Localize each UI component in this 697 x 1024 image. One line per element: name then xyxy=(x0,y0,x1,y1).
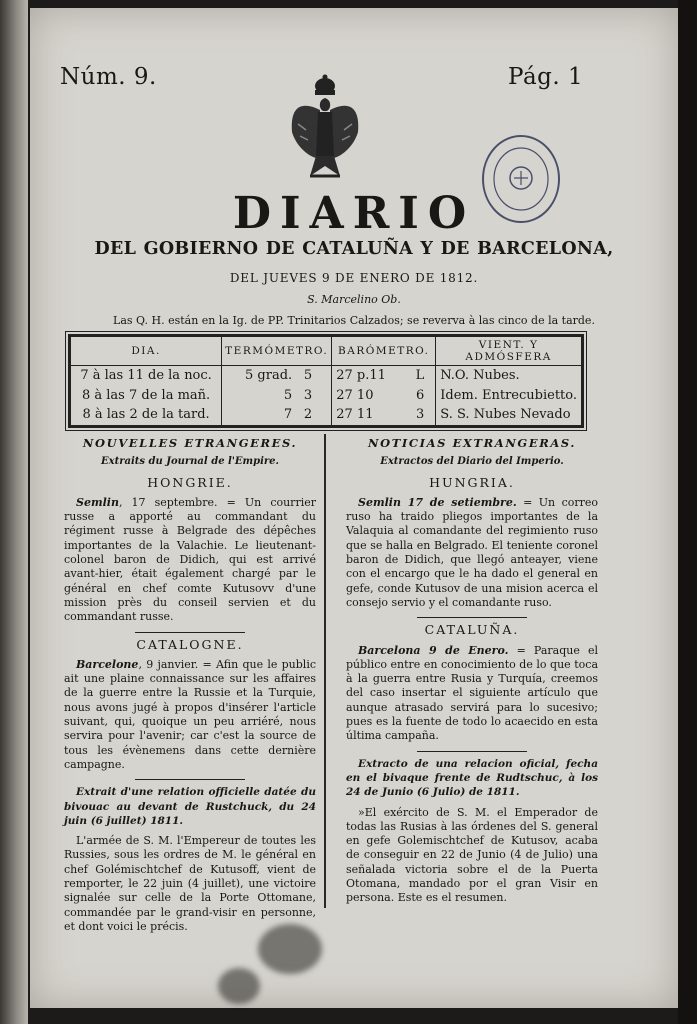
article-paragraph: »El exército de S. M. el Emperador de todas las Rusias à las órdenes del S. general en gefe Golemischtchef de Kutusov, acaba de conseguir en 22 de Junio (4 de Julio) una señalada victoria sobre el de la Puerta Otomana, mandado por el gran Visir en persona. Este es el resumen. xyxy=(346,805,598,905)
baro-value: 27 10 xyxy=(336,387,374,403)
column-heading: NOUVELLES ETRANGERES. xyxy=(82,436,298,450)
row-wind: N.O. Nubes. xyxy=(440,367,520,383)
table-row xyxy=(71,366,581,386)
baro-fraction: 3 xyxy=(415,407,425,423)
saint-of-day: S. Marcelino Ob. xyxy=(307,293,401,306)
paragraph-text: = Paraque el público entre en conocimiento de lo que toca à la guerra entre Rusia y Turquía, creemos del caso insertar el siguiente artículo que aunque atrasado servirá para lo sucesivo; pues es la fuente de todo lo acaecido en esta última campaña. xyxy=(346,643,598,743)
section-rule xyxy=(417,617,527,618)
row-day: 7 à las 11 de la noc. xyxy=(71,366,222,386)
header-thermometer: TERMÓMETRO. xyxy=(222,337,332,366)
newspaper-page xyxy=(30,8,678,1008)
extract-caption: Extrait d'une relation officielle datée du bivouac au devant de Rustchuck, du 24 juin (6 juillet) 1811. xyxy=(64,786,316,827)
issue-date: DEL JUEVES 9 DE ENERO DE 1812. xyxy=(229,271,479,285)
therm-value: 5 xyxy=(283,387,293,403)
section-rule xyxy=(417,751,527,752)
column-divider xyxy=(324,434,326,908)
section-heading: CATALOGNE. xyxy=(136,636,244,652)
therm-value: 5 grad. xyxy=(245,367,293,383)
ink-stain xyxy=(218,968,260,1004)
header-day: DIA. xyxy=(71,337,222,366)
article-paragraph xyxy=(346,644,598,744)
section-heading: HONGRIE. xyxy=(147,474,233,490)
newspaper-title: DIARIO xyxy=(232,188,476,239)
header-barometer: BARÓMETRO. xyxy=(332,337,436,366)
paragraph-text: , 9 janvier. = Afin que le public ait une plaine connaissance sur les affaires de la guerre entre la Russie et la Turquie, nous avons jugé à propos d'insérer l'article suivant, qui, quoique un peu arriéré, nous servira pour l'avenir; car c'est la source de tous les évènemens dans cette dernière campagne. xyxy=(64,657,316,771)
section-heading: HUNGRIA. xyxy=(429,474,515,490)
dateline: Semlin xyxy=(76,495,119,509)
extract-caption: Extracto de una relacion oficial, fecha en el bivaque frente de Rudtschuc, à los 24 de Junio (6 Julio) de 1811. xyxy=(346,757,598,799)
article-paragraph: L'armée de S. M. l'Empereur de toutes les Russies, sous les ordres de M. le général en chef Golémischtchef de Kutusoff, vient de remporter, le 22 juin (4 juillet), une victoire signalée sur celle de la Porte Ottomane, commandée par le grand-visir en personne, et dont voici le précis. xyxy=(64,834,316,933)
therm-fraction: 2 xyxy=(303,407,313,423)
baro-fraction: 6 xyxy=(415,387,425,403)
table-row xyxy=(71,405,581,425)
article-paragraph xyxy=(64,496,316,625)
section-heading: CATALUÑA. xyxy=(424,622,520,638)
section-rule xyxy=(135,632,245,633)
row-day: 8 à las 2 de la tard. xyxy=(71,405,222,425)
baro-value: 27 p.11 xyxy=(336,367,386,383)
article-paragraph xyxy=(64,658,316,772)
french-column xyxy=(64,436,316,938)
issue-number: Núm. 9. xyxy=(60,64,157,90)
header-wind: VIENT. Y ADMÓSFERA xyxy=(436,337,581,366)
paragraph-text: = Un correo ruso ha traido pliegos importantes de la Valaquia al comandante del regimiento ruso que se halla en Belgrado. El teniente coronel baron de Didich, que llegó anteayer, viene con el encargo que le ha dado el general en gefe, conde Kutusov de una mision acerca el consejo servio y el comandante ruso. xyxy=(346,495,599,609)
row-day: 8 à las 7 de la mañ. xyxy=(71,386,222,406)
paragraph-text: , 17 septembre. = Un courrier russe a apporté au commandant du régiment russe à Belgrade des dépêches importantes de la Valachie. Le lieutenant-colonel baron de Didich, qui est arrivé avant-hier, était également chargé par le général en chef comte Kutusovv d'une mission près du conseil servien et du commandant russe. xyxy=(64,495,316,624)
church-notice: Las Q. H. están en la Ig. de PP. Trinitarios Calzados; se reverva à las cinco de la tarde. xyxy=(113,314,595,327)
page-edge xyxy=(678,0,697,1024)
weather-table xyxy=(68,334,584,428)
article-paragraph xyxy=(346,496,598,610)
column-source: Extraits du Journal de l'Empire. xyxy=(101,456,279,468)
baro-fraction: L xyxy=(415,367,425,383)
column-heading: NOTICIAS EXTRANGERAS. xyxy=(367,436,577,450)
book-spine xyxy=(0,0,28,1024)
therm-fraction: 5 xyxy=(303,367,313,383)
baro-value: 27 11 xyxy=(336,407,374,423)
therm-value: 7 xyxy=(283,407,293,423)
row-wind: Idem. Entrecubietto. xyxy=(440,387,577,403)
section-rule xyxy=(135,779,245,780)
row-wind: S. S. Nubes Nevado xyxy=(440,407,571,423)
column-source: Extractos del Diario del Imperio. xyxy=(380,456,564,468)
table-row xyxy=(71,386,581,406)
newspaper-subtitle: DEL GOBIERNO DE CATALUÑA Y DE BARCELONA, xyxy=(94,239,614,259)
therm-fraction: 3 xyxy=(303,387,313,403)
spanish-column xyxy=(346,436,598,910)
dateline: Barcelone xyxy=(76,657,139,671)
page-number: Pág. 1 xyxy=(508,64,584,90)
eagle-crest-icon xyxy=(288,72,362,188)
dateline: Semlin 17 de setiembre. xyxy=(358,495,517,509)
dateline: Barcelona 9 de Enero. xyxy=(358,643,509,657)
